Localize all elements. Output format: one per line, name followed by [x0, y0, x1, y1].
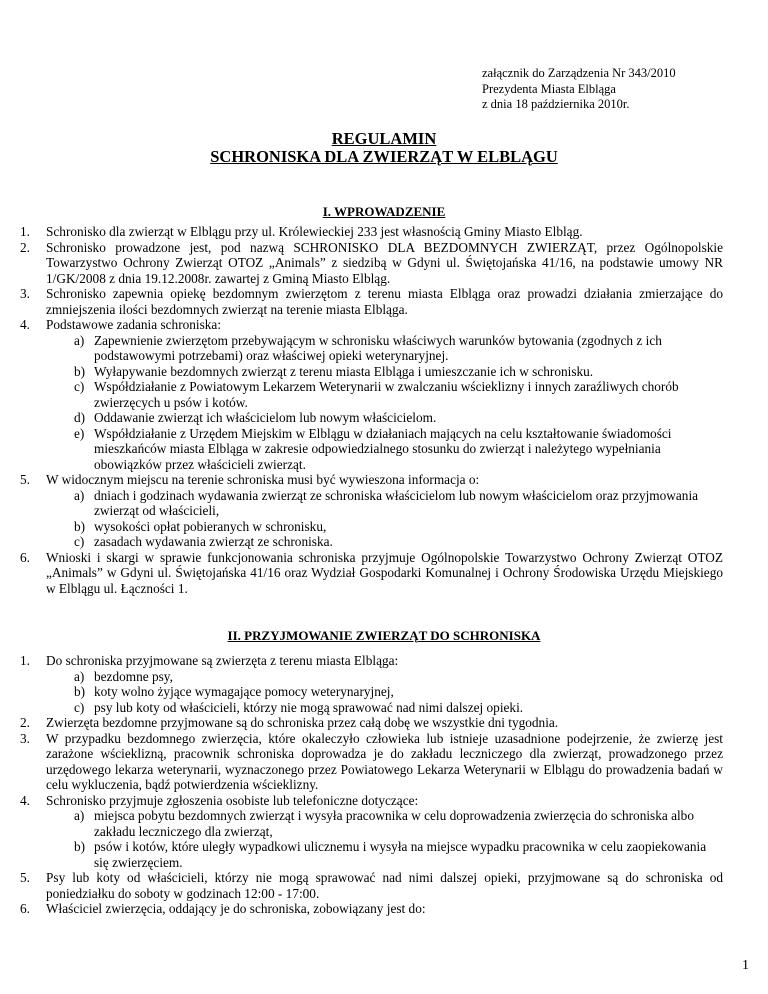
sub-list-item: [46, 669, 723, 685]
item-number: 1.: [20, 653, 30, 668]
sub-item-text: bezdomne psy,: [94, 668, 173, 684]
list-item: [20, 715, 723, 731]
sub-list-item: [46, 410, 723, 426]
sub-list: [46, 669, 723, 716]
sub-item-letter: b): [74, 839, 86, 854]
list-item: [20, 286, 723, 317]
sub-list-item: [46, 839, 723, 870]
item-text: Podstawowe zadania schroniska:: [46, 317, 222, 332]
sub-list: [46, 808, 723, 870]
sub-item-text: psów i kotów, które uległy wypadkowi ulicznemu i wysyła na miejsce wypadku pracownika w celu zaopiekowania się zwierzęciem.: [94, 839, 707, 870]
sub-list-item: [46, 534, 723, 550]
list-item: [20, 731, 723, 793]
item-text: Schronisko przyjmuje zgłoszenia osobiste lub telefoniczne dotyczące:: [46, 792, 419, 808]
item-text: Właściciel zwierzęcia, oddający je do schroniska, zobowiązany jest do:: [46, 901, 426, 916]
sub-item-letter: d): [74, 410, 86, 425]
item-number: 4.: [20, 792, 30, 808]
sub-list-item: [46, 684, 723, 700]
item-number: 2.: [20, 715, 30, 730]
section-admission-list: [20, 653, 723, 917]
annex-note-line: Prezydenta Miasta Elbląga: [482, 81, 616, 96]
annex-note-line: załącznik do Zarządzenia Nr 343/2010: [482, 66, 676, 80]
sub-item-letter: a): [74, 668, 85, 684]
item-number: 5.: [20, 472, 30, 487]
sub-item-letter: a): [74, 332, 85, 348]
list-item: [20, 870, 723, 901]
sub-list-item: [46, 379, 723, 410]
item-number: 2.: [20, 239, 30, 255]
list-item: [20, 317, 723, 472]
item-text: Do schroniska przyjmowane są zwierzęta z terenu miasta Elbląga:: [46, 653, 399, 668]
sub-item-letter: b): [74, 518, 86, 534]
sub-item-letter: c): [74, 699, 85, 715]
item-text: Wnioski i skargi w sprawie funkcjonowania schroniska przyjmuje Ogólnopolskie Towarzystwo Ochrony Zwierząt OTOZ „Animals” w Gdyni ul. Świętojańska 41/16 oraz Wydział Gospodarki Komunalnej i Ochrony Środowiska Urzędu Miejskiego w Elblągu ul. Łączności 1.: [46, 549, 723, 596]
list-item: [20, 901, 723, 917]
sub-list-item: [46, 364, 723, 380]
sub-list-item: [46, 426, 723, 473]
item-text: Schronisko prowadzone jest, pod nazwą SCHRONISKO DLA BEZDOMNYCH ZWIERZĄT, przez Ogólnopolskie Towarzystwo Ochrony Zwierząt OTOZ „Animals” z siedzibą w Gdyni ul. Świętojańska 41/16, na podstawie umowy NR 1/GK/2008 z dnia 19.12.2008r. zawartej z Gminą Miasto Elbląg.: [46, 239, 723, 286]
page-number: 1: [742, 958, 749, 973]
sub-item-text: Współdziałanie z Urzędem Miejskim w Elblągu w działaniach mających na celu kształtowanie świadomości mieszkańców miasta Elbląga w zakresie odpowiedzialnego stosunku do zwierząt i należytego wypełniania obowiązków przez właścicieli zwierząt.: [94, 425, 672, 472]
sub-list: [46, 488, 723, 550]
sub-item-text: Zapewnienie zwierzętom przebywającym w schronisku właściwych warunków bytowania (zgodnych z ich podstawowymi potrzebami) oraz właściwej opieki weterynaryjnej.: [94, 332, 662, 363]
item-text: W przypadku bezdomnego zwierzęcia, które okaleczyło człowieka lub istnieje uzasadnione podejrzenie, że zwierzę jest zarażone wścieklizną, pracownik schroniska doprowadza je do zakładu leczniczego dla zwierząt, prowadzonego przez urzędowego lekarza weterynarii, wyznaczonego przez Powiatowego Lekarza Weterynarii w Elblągu do prowadzenia badań w celu wykluczenia, bądź potwierdzenia wścieklizny.: [46, 730, 723, 792]
list-item: [20, 653, 723, 715]
sub-item-text: zasadach wydawania zwierząt ze schroniska.: [94, 534, 333, 549]
item-text: Schronisko dla zwierząt w Elblągu przy ul. Królewieckiej 233 jest własnością Gminy Miasto Elbląg.: [46, 224, 583, 239]
sub-item-letter: b): [74, 363, 86, 379]
item-text: Schronisko zapewnia opiekę bezdomnym zwierzętom z terenu miasta Elbląga oraz prowadzi działania zmierzające do zmniejszenia ilości bezdomnych zwierząt na terenie miasta Elbląga.: [46, 286, 723, 317]
list-item: [20, 472, 723, 550]
item-text: W widocznym miejscu na terenie schroniska musi być wywieszona informacja o:: [46, 472, 480, 487]
item-number: 3.: [20, 730, 30, 746]
document-title: REGULAMIN: [331, 129, 437, 148]
sub-list: [46, 333, 723, 473]
sub-item-text: dniach i godzinach wydawania zwierząt ze schroniska właścicielom lub nowym właścicielom oraz przyjmowania zwierząt od właścicieli,: [94, 487, 699, 518]
item-number: 6.: [20, 901, 30, 916]
sub-list-item: [46, 488, 723, 519]
list-item: [20, 793, 723, 871]
sub-list-item: [46, 808, 723, 839]
item-number: 1.: [20, 224, 30, 239]
sub-item-letter: a): [74, 808, 85, 823]
section-introduction-list: [20, 224, 723, 596]
list-item: [20, 224, 723, 240]
sub-item-text: Oddawanie zwierząt ich właścicielom lub nowym właścicielom.: [94, 410, 437, 425]
document-subtitle: SCHRONISKA DLA ZWIERZĄT W ELBLĄGU: [210, 147, 558, 166]
sub-item-text: psy lub koty od właścicieli, którzy nie mogą sprawować nad nimi dalszej opieki.: [94, 699, 524, 715]
sub-list-item: [46, 519, 723, 535]
sub-item-letter: a): [74, 487, 85, 503]
sub-item-text: Współdziałanie z Powiatowym Lekarzem Weterynarii w zwalczaniu wścieklizny i innych zaraźliwych chorób zwierzęcych u psów i kotów.: [94, 379, 679, 410]
item-text: Psy lub koty od właścicieli, którzy nie mogą sprawować nad nimi dalszej opieki, przyjmowane są do schroniska od poniedziałku do soboty w godzinach 12:00 - 17:00.: [46, 870, 723, 901]
list-item: [20, 240, 723, 287]
sub-item-letter: b): [74, 684, 86, 699]
item-number: 4.: [20, 317, 30, 332]
item-number: 5.: [20, 870, 30, 885]
sub-item-text: wysokości opłat pobieranych w schronisku,: [94, 518, 327, 534]
item-number: 6.: [20, 549, 30, 565]
sub-item-letter: e): [74, 425, 85, 441]
section-heading-admission: II. PRZYJMOWANIE ZWIERZĄT DO SCHRONISKA: [227, 628, 541, 643]
sub-list-item: [46, 700, 723, 716]
sub-item-letter: c): [74, 379, 85, 394]
list-item: [20, 550, 723, 597]
annex-note-line: z dnia 18 października 2010r.: [482, 97, 630, 111]
section-heading-introduction: I. WPROWADZENIE: [322, 204, 446, 219]
item-text: Zwierzęta bezdomne przyjmowane są do schroniska przez całą dobę we wszystkie dni tygodnia.: [46, 715, 559, 730]
sub-item-letter: c): [74, 534, 85, 549]
item-number: 3.: [20, 286, 30, 301]
sub-item-text: miejsca pobytu bezdomnych zwierząt i wysyła pracownika w celu doprowadzenia zwierzęcia do schroniska albo zakładu leczniczego dla zwierząt,: [94, 808, 694, 839]
sub-list-item: [46, 333, 723, 364]
sub-item-text: Wyłapywanie bezdomnych zwierząt z terenu miasta Elbląga i umieszczanie ich w schronisku.: [94, 363, 594, 379]
sub-item-text: koty wolno żyjące wymagające pomocy weterynaryjnej,: [94, 684, 394, 699]
annex-note: [482, 66, 676, 113]
